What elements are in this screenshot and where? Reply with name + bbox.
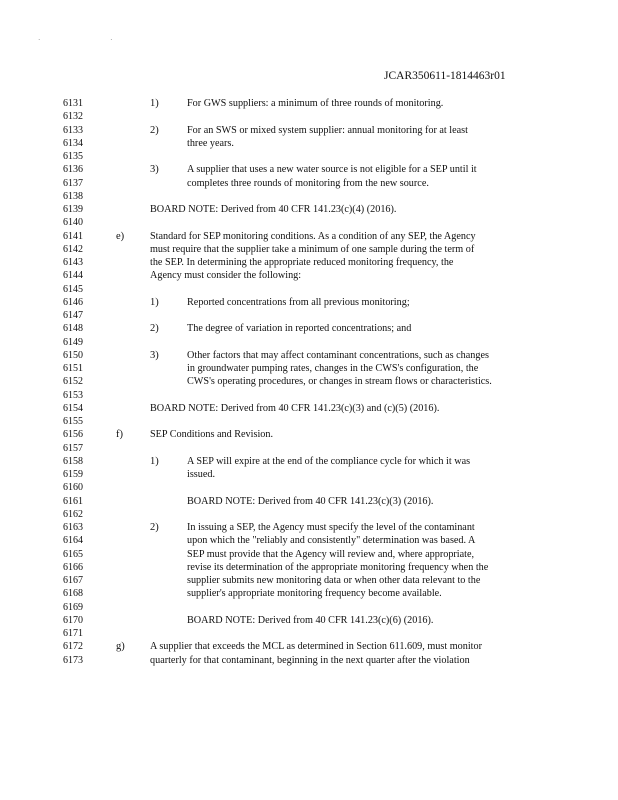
line-number: 6172: [63, 641, 83, 653]
item-label: 2): [150, 323, 159, 335]
line-number: 6158: [63, 455, 83, 467]
line-number: 6149: [63, 336, 83, 348]
line-number: 6143: [63, 257, 83, 268]
body-text-line: Standard for SEP monitoring conditions. As a condition of any SEP, the Agency: [150, 230, 476, 242]
line-number: 6160: [63, 482, 83, 494]
body-text-line: completes three rounds of monitoring from the new source.: [187, 177, 429, 189]
item-label: 1): [150, 455, 159, 467]
line-number: 6133: [63, 124, 83, 136]
body-text-line: BOARD NOTE: Derived from 40 CFR 141.23(c)(6) (2016).: [187, 614, 434, 626]
line-number: 6165: [63, 548, 83, 560]
body-text-line: BOARD NOTE: Derived from 40 CFR 141.23(c)(3) and (c)(5) (2016).: [150, 402, 440, 414]
line-number: 6145: [63, 283, 83, 295]
body-text-line: For GWS suppliers: a minimum of three rounds of monitoring.: [187, 98, 444, 109]
line-number: 6142: [63, 243, 83, 255]
item-label: g): [116, 641, 125, 653]
line-number: 6131: [63, 98, 83, 109]
item-label: 1): [150, 98, 159, 109]
line-number: 6132: [63, 111, 83, 123]
body-text-line: supplier submits new monitoring data or when other data relevant to the: [187, 575, 481, 586]
line-number: 6167: [63, 575, 83, 586]
line-number: 6164: [63, 535, 83, 547]
line-number: 6140: [63, 217, 83, 229]
item-label: 2): [150, 522, 159, 533]
body-text-line: three years.: [187, 137, 234, 149]
body-text-line: A SEP will expire at the end of the compliance cycle for which it was: [187, 455, 471, 467]
body-text-line: revise its determination of the appropriate monitoring frequency when the: [187, 561, 489, 573]
line-number: 6144: [63, 270, 83, 282]
body-text-line: supplier's appropriate monitoring frequency become available.: [187, 588, 442, 600]
line-number: 6153: [63, 389, 83, 401]
line-number: 6171: [63, 628, 83, 639]
line-number: 6168: [63, 588, 83, 600]
body-text-line: Other factors that may affect contaminant concentrations, such as changes: [187, 349, 489, 361]
body-text-line: quarterly for that contaminant, beginning in the next quarter after the violation: [150, 654, 470, 666]
body-text-line: issued.: [187, 469, 216, 480]
body-text-line: in groundwater pumping rates, changes in the CWS's configuration, the: [187, 363, 479, 374]
line-number: 6162: [63, 508, 83, 520]
body-text-line: SEP must provide that the Agency will review and, where appropriate,: [187, 548, 475, 560]
line-number: 6155: [63, 416, 83, 427]
item-label: 1): [150, 296, 159, 308]
corner-dots: · ·: [38, 36, 147, 44]
line-number: 6156: [63, 429, 83, 441]
line-number: 6166: [63, 561, 83, 573]
item-label: e): [116, 230, 125, 242]
document-id: JCAR350611-1814463r01: [384, 70, 506, 82]
line-number: 6161: [63, 495, 83, 507]
line-number: 6141: [63, 230, 83, 242]
body-text-line: The degree of variation in reported concentrations; and: [187, 323, 412, 335]
line-number: 6137: [63, 177, 83, 189]
body-text-line: SEP Conditions and Revision.: [150, 429, 274, 441]
item-label: 2): [150, 124, 159, 136]
body-text-line: must require that the supplier take a minimum of one sample during the term of: [150, 243, 475, 255]
body-text-line: BOARD NOTE: Derived from 40 CFR 141.23(c)(3) (2016).: [187, 495, 434, 507]
body-text-line: In issuing a SEP, the Agency must specify the level of the contaminant: [187, 522, 475, 533]
item-label: 3): [150, 349, 159, 361]
item-label: f): [116, 429, 123, 441]
line-number: 6170: [63, 614, 83, 626]
line-number: 6157: [63, 442, 83, 454]
line-number: 6150: [63, 349, 83, 361]
line-number: 6147: [63, 310, 83, 321]
line-number: 6159: [63, 469, 83, 480]
line-number: 6134: [63, 137, 83, 149]
line-number: 6152: [63, 376, 83, 388]
body-text-line: Reported concentrations from all previous monitoring;: [187, 296, 410, 308]
line-number: 6136: [63, 164, 83, 176]
body-text-line: Agency must consider the following:: [150, 270, 302, 282]
line-number: 6173: [63, 654, 83, 666]
line-number: 6169: [63, 601, 83, 613]
body-text-line: BOARD NOTE: Derived from 40 CFR 141.23(c)(4) (2016).: [150, 204, 397, 215]
body-text-line: CWS's operating procedures, or changes in stream flows or characteristics.: [187, 376, 492, 388]
body-text-line: A supplier that uses a new water source is not eligible for a SEP until it: [187, 164, 477, 176]
line-number: 6154: [63, 402, 83, 414]
body-text-line: For an SWS or mixed system supplier: annual monitoring for at least: [187, 124, 468, 136]
body-text-line: the SEP. In determining the appropriate reduced monitoring frequency, the: [150, 257, 454, 268]
line-number: 6151: [63, 363, 83, 374]
line-number: 6148: [63, 323, 83, 335]
line-number: 6139: [63, 204, 83, 215]
line-number: 6135: [63, 151, 83, 162]
line-number: 6146: [63, 296, 83, 308]
body-text-line: upon which the "reliably and consistently" determination was based. A: [187, 535, 476, 547]
item-label: 3): [150, 164, 159, 176]
line-number: 6138: [63, 190, 83, 202]
body-text-line: A supplier that exceeds the MCL as determined in Section 611.609, must monitor: [150, 641, 482, 653]
line-number: 6163: [63, 522, 83, 533]
